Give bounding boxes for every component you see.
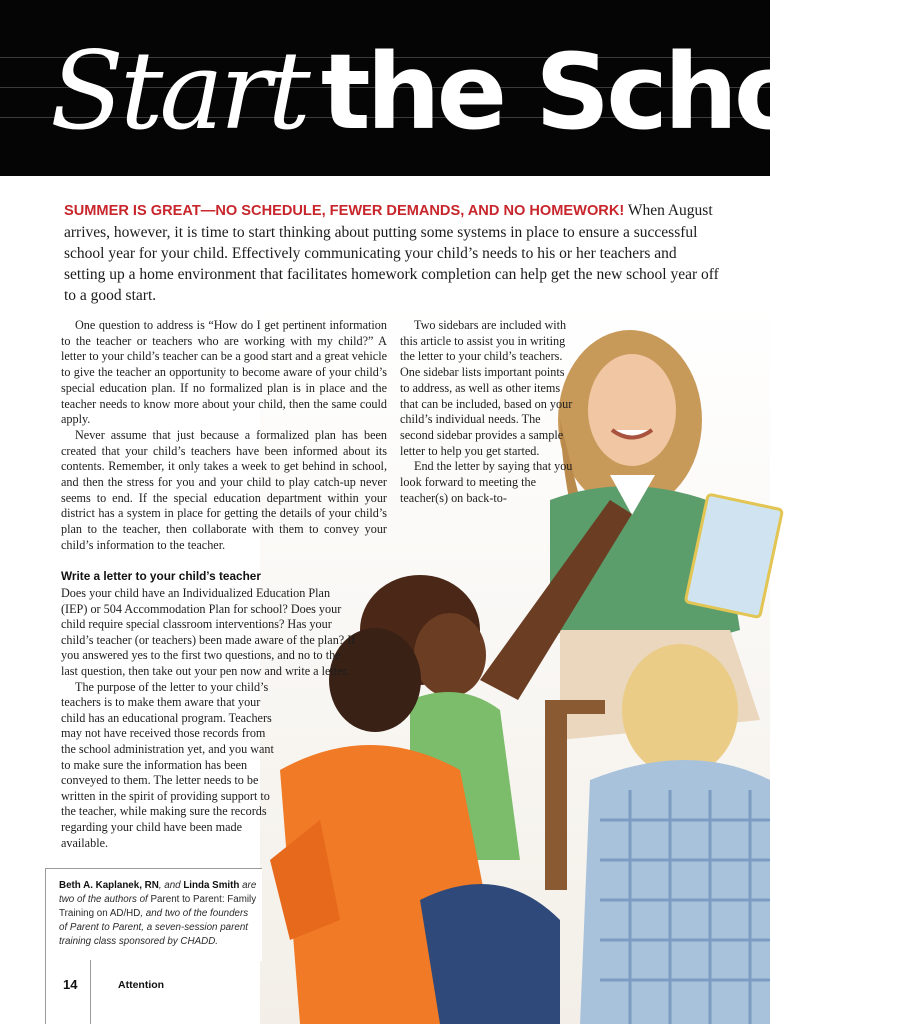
section-paragraph: The purpose of the letter to your child’s teachers is to make them aware that your child has an educational program. Teachers may not have received those records from the school administration yet, and you want to make sure the information has been conveyed to them. The letter needs to be written in the spirit of providing support to the teacher, while making sure the records regarding your child have been made available. [61,679,274,850]
masthead [0,0,900,176]
author-name: Beth A. Kaplanek, RN [59,880,159,891]
title-rest: the School [320,31,900,153]
title-italic: Start [50,29,307,154]
body-column-1 [61,318,387,554]
program-name: Parent to Parent [69,922,142,933]
intro-paragraph [64,200,720,306]
publication-name: Attention [118,979,165,991]
page-title [50,29,900,154]
body-paragraph: End the letter by saying that you look forward to meeting the teacher(s) on back-to- [400,459,573,505]
body-paragraph: One question to address is “How do I get pertinent information to the teacher or teachers who are working with my child?” A letter to your child’s teacher can be a good start and a great vehicle to give the teacher an opportunity to become aware of your child’s special education plan. If no formalized plan is in place and the teacher needs to know more about your child, then the same could apply. [61,318,387,427]
section-paragraph: Does your child have an Individualized Education Plan (IEP) or 504 Accommodation Plan for school? Does your child require special classroom interventions? Has your child’s teacher (or teachers) been made aware of the plan? If you answered yes to the first two questions, and no to the last question, then take out your pen now and write a letter. [61,586,356,678]
body-column-2 [400,318,576,506]
author-bio-text: , and two of the founders of [59,908,249,933]
intro-body: When August arrives, however, it is time to start thinking about putting some systems in place to ensure a successful school year for your child. Effectively communicating your child’s needs to his or her teachers and setting up a home environment that facilitates homework completion can help get the new school year off to a good start. [64,202,719,304]
author-bio [59,879,259,949]
page-number: 14 [63,977,78,992]
author-conjunction: , and [158,880,184,891]
letter-section [61,569,357,851]
body-paragraph: Two sidebars are included with this article to assist you in writing the letter to your child’s teachers. One sidebar lists important points to address, as well as other items that can be included, based on your child’s individual needs. The second sidebar provides a sample letter to help you get started. [400,318,573,458]
body-paragraph: Never assume that just because a formalized plan has been created that your child’s teachers have been informed about its contents. Remember, it only takes a week to get behind in school, and then the stress for you and your child to play catch-up never seems to end. If the special education department within your district has a system in place for getting the details of your child’s plan to the teacher, then collaborate with them to convey your child’s information to the teacher. [61,427,387,552]
author-bio-text: , a seven-session parent training class sponsored by CHADD. [59,922,248,947]
page-number-box [45,960,91,1024]
author-name: Linda Smith [183,880,240,891]
author-bio-box [45,868,262,961]
section-heading: Write a letter to your child’s teacher [61,569,261,583]
intro-lead: SUMMER IS GREAT—NO SCHEDULE, FEWER DEMANDS, AND NO HOMEWORK! [64,203,625,219]
author-bio-text: are two of the authors of [59,880,257,905]
book-title: Parent to Parent: Family Training on AD/HD [59,894,257,919]
